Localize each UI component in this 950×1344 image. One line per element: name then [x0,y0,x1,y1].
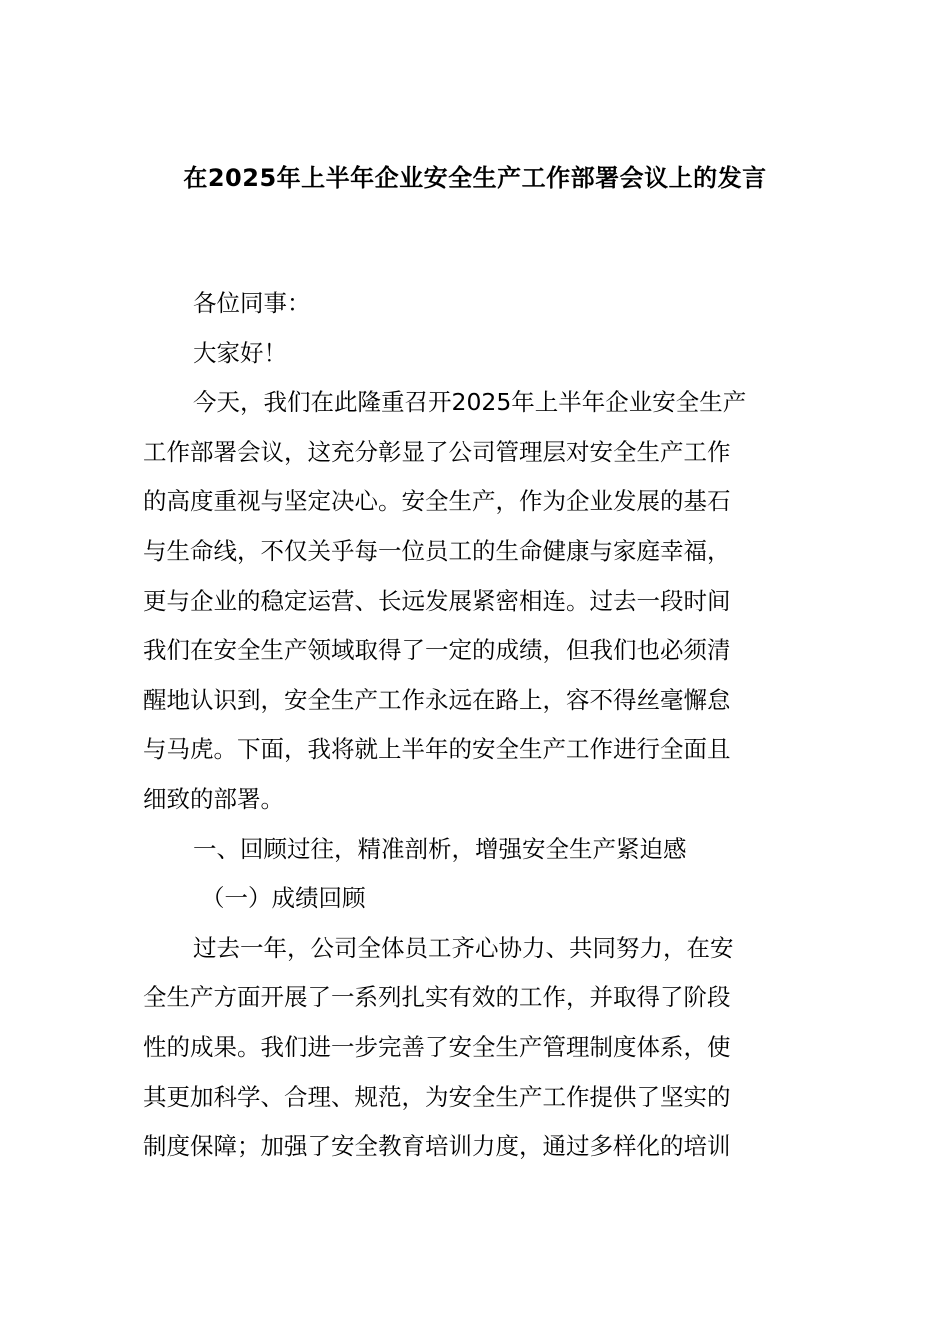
paragraph-line: 醒地认识到，安全生产工作永远在路上，容不得丝毫懈怠 [143,685,731,714]
subsection-heading: （一）成绩回顾 [201,884,366,913]
section-heading: 一、回顾过往，精准剖析，增强安全生产紧迫感 [193,834,687,863]
paragraph-line: 其更加科学、合理、规范，为安全生产工作提供了坚实的 [143,1082,731,1111]
paragraph-line: 过去一年，公司全体员工齐心协力、共同努力，在安 [193,933,734,962]
document-title: 在2025年上半年企业安全生产工作部署会议上的发言 [183,164,767,192]
paragraph-line: 我们在安全生产领域取得了一定的成绩，但我们也必须清 [143,636,731,665]
paragraph-line: 与生命线，不仅关乎每一位员工的生命健康与家庭幸福， [143,536,731,565]
paragraph-line: 与马虎。下面，我将就上半年的安全生产工作进行全面且 [143,735,731,764]
paragraph-line: 更与企业的稳定运营、长远发展紧密相连。过去一段时间 [143,586,731,615]
paragraph-line: 全生产方面开展了一系列扎实有效的工作，并取得了阶段 [143,983,731,1012]
greeting: 大家好！ [193,338,287,367]
paragraph-line: 性的成果。我们进一步完善了安全生产管理制度体系，使 [143,1032,731,1061]
paragraph-line: 的高度重视与坚定决心。安全生产，作为企业发展的基石 [143,487,731,516]
paragraph-line: 细致的部署。 [143,784,284,813]
document-body [143,279,807,1172]
paragraph-line: 制度保障；加强了安全教育培训力度，通过多样化的培训 [143,1132,731,1161]
salutation: 各位同事： [193,289,311,317]
paragraph-line: 今天，我们在此隆重召开2025年上半年企业安全生产 [193,388,747,417]
paragraph-line: 工作部署会议，这充分彰显了公司管理层对安全生产工作 [143,437,731,466]
